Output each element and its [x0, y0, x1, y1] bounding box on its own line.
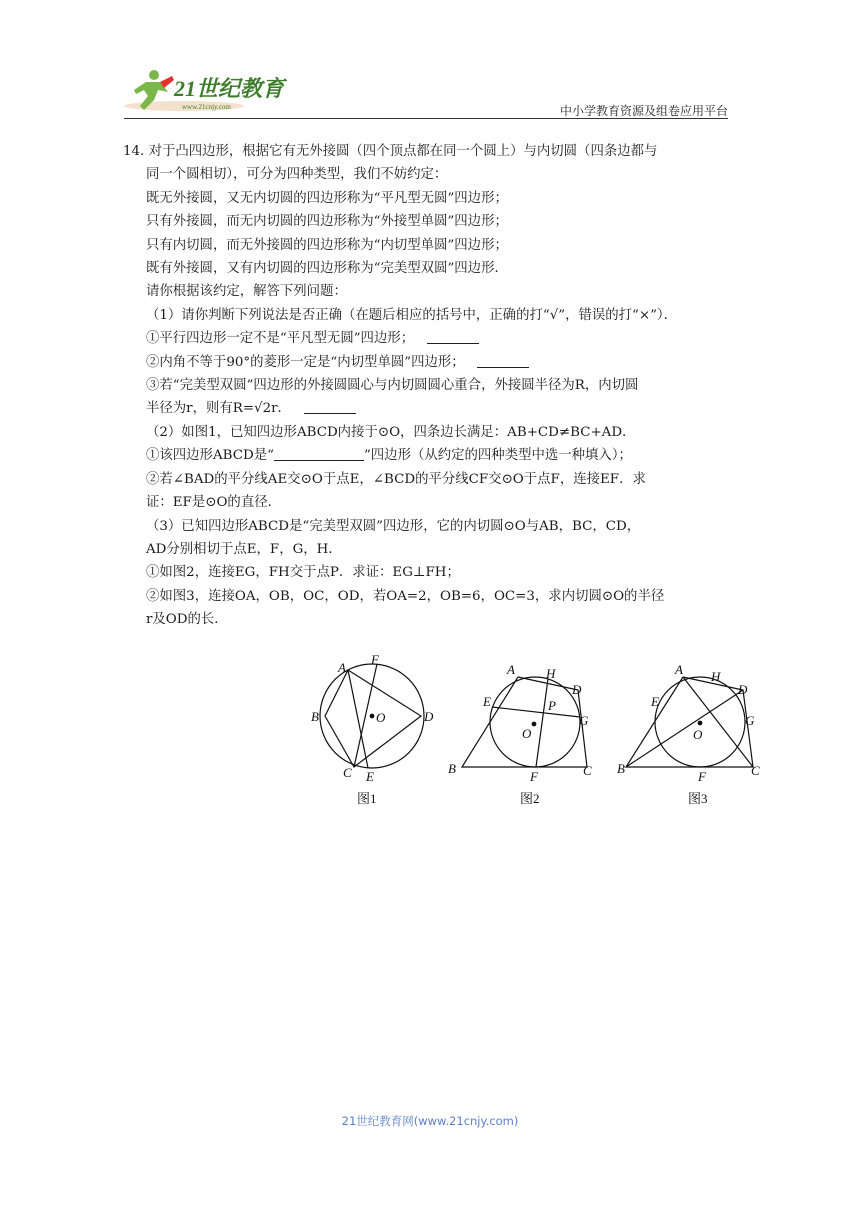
fig2-label-A: A: [507, 662, 515, 677]
fig2-label-D: D: [572, 682, 582, 697]
part2-intro: （2）如图1，已知四边形ABCD内接于⊙O，四条边长满足：AB+CD≠BC+AD．: [146, 424, 636, 440]
part1-item2: ②内角不等于90°的菱形一定是“内切型单圆”四边形；: [123, 351, 735, 374]
fig2-label-O: O: [522, 726, 532, 741]
answer-blank[interactable]: [274, 446, 364, 461]
fig3-label-C: C: [751, 763, 760, 778]
logo: [124, 66, 294, 114]
fig3-label-H: H: [711, 669, 721, 684]
platform-name: 中小学教育资源及组卷应用平台: [559, 104, 728, 118]
part2-item1: ①该四边形ABCD是“ ”四边形（从约定的四种类型中选一种填入）；: [146, 448, 632, 464]
question-14: [123, 140, 735, 632]
page-header: [124, 66, 728, 120]
fig3-label-F: F: [698, 769, 706, 784]
part3-intro-cont: AD分别相切于点E，F，G，H．: [146, 541, 342, 557]
part3-item2-cont: r及OD的长．: [146, 612, 228, 628]
logo-url: www.21cnjy.com: [182, 103, 231, 111]
fig1-label-O: O: [376, 710, 386, 725]
part1-item3: ③若“完美型双圆”四边形的外接圆圆心与内切圆圆心重合，外接圆半径为R，内切圆: [146, 378, 639, 394]
definition-4: 既有外接圆，又有内切圆的四边形称为“完美型双圆”四边形．: [146, 261, 508, 277]
fig1-label-A: A: [338, 660, 346, 675]
question-number: 14.: [123, 144, 145, 159]
figures: [300, 650, 770, 810]
instruction: 请你根据该约定，解答下列问题：: [146, 284, 347, 300]
fig2-label-P: P: [548, 698, 556, 713]
logo-text: 21世纪教育: [174, 76, 285, 101]
fig1-label-F: F: [371, 652, 379, 667]
fig1-label-E: E: [366, 769, 374, 784]
header-divider: [124, 118, 728, 119]
fig3-label-A: A: [675, 662, 683, 677]
part1-item1: ①平行四边形一定不是“平凡型无圆”四边形；: [123, 327, 735, 350]
fig2-label-F: F: [530, 769, 538, 784]
question-line-2: 同一个圆相切），可分为四种类型，我们不妨约定：: [146, 167, 448, 183]
fig2-label-C: C: [583, 763, 592, 778]
fig3-label-O: O: [693, 727, 703, 742]
part2-item2-cont: 证：EF是⊙O的直径．: [146, 495, 281, 511]
definition-2: 只有外接圆，而无内切圆的四边形称为“外接型单圆”四边形；: [146, 214, 508, 230]
part2-item2: ②若∠BAD的平分线AE交⊙O于点E，∠BCD的平分线CF交⊙O于点F，连接EF．求: [146, 471, 646, 487]
fig2-label-E: E: [483, 694, 491, 709]
footer-link[interactable]: 21世纪教育网(www.21cnjy.com): [341, 1114, 519, 1128]
question-line-1: 14. 对于凸四边形，根据它有无外接圆（四个顶点都在同一个圆上）与内切圆（四条边都与: [123, 144, 658, 159]
fig3-label-D: D: [738, 682, 748, 697]
part1-item3-cont: 半径为r，则有R=√2r．: [123, 397, 735, 420]
fig1-label-D: D: [424, 709, 434, 724]
fig3-label-B: B: [617, 761, 625, 776]
answer-blank[interactable]: [427, 329, 479, 344]
part3-item1: ①如图2，连接EG，FH交于点P．求证：EG⊥FH；: [146, 565, 460, 581]
fig3-label-G: G: [745, 713, 755, 728]
fig2-label-B: B: [448, 761, 456, 776]
figure-3: [617, 662, 760, 806]
figure-1: [311, 652, 434, 806]
fig1-label-B: B: [311, 709, 319, 724]
fig2-label-H: H: [546, 666, 556, 681]
fig3-label-E: E: [651, 694, 659, 709]
fig2-label-G: G: [579, 713, 589, 728]
figure-2: [448, 662, 592, 806]
part3-intro: （3）已知四边形ABCD是“完美型双圆”四边形，它的内切圆⊙O与AB，BC，CD，: [146, 518, 641, 534]
fig1-caption: 图1: [357, 791, 377, 806]
fig1-label-C: C: [343, 765, 352, 780]
definition-1: 既无外接圆，又无内切圆的四边形称为“平凡型无圆”四边形；: [146, 190, 508, 206]
fig2-caption: 图2: [520, 791, 540, 806]
part3-item2: ②如图3，连接OA，OB，OC，OD，若OA=2，OB=6，OC=3，求内切圆⊙O的半径: [146, 588, 665, 604]
answer-blank[interactable]: [304, 399, 356, 414]
part1-intro: （1）请你判断下列说法是否正确（在题后相应的括号中，正确的打“√”，错误的打“×”）．: [146, 307, 678, 323]
answer-blank[interactable]: [477, 353, 529, 368]
fig3-caption: 图3: [688, 791, 708, 806]
definition-3: 只有内切圆，而无外接圆的四边形称为“内切型单圆”四边形；: [146, 237, 508, 253]
